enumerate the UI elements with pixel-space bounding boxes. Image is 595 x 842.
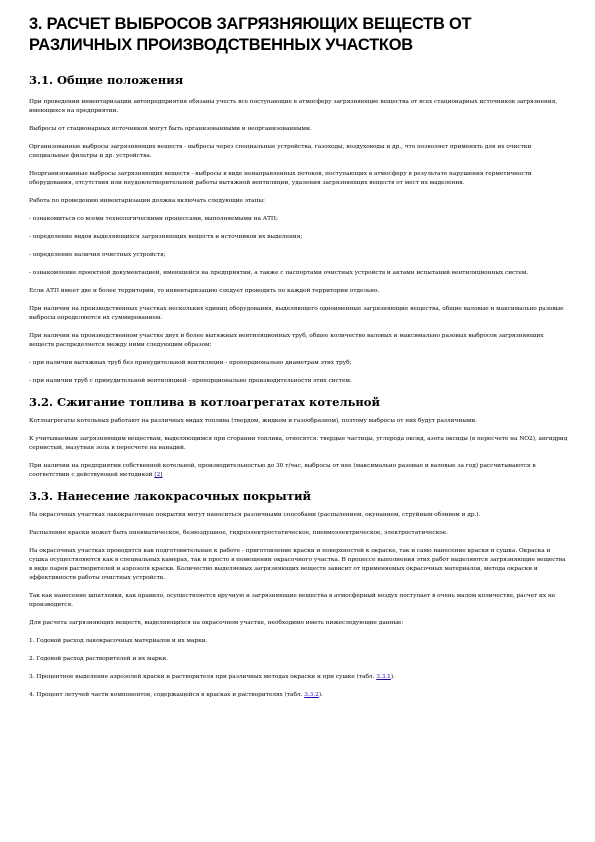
reference-link[interactable]: [2] [154, 472, 163, 478]
paragraph: К учитываемым загрязняющим веществам, выделяющимся при сгорании топлива, относятся: твердые частицы, углерода оксид, азота оксиды (в пересчете на NO2), ангидрид сернистый, мазутная зола в пересчете на ванадий. [29, 436, 568, 451]
list-item-text-end: ). [318, 692, 323, 698]
paragraph: Если АТП имеет две и более территории, то инвентаризацию следует проводить по каждой территории отдельно. [29, 288, 380, 294]
list-item-text: 3. Процентное выделение аэрозолей краски и растворителя при различных методах окраски и при сушке (табл. [29, 674, 377, 680]
paragraph: Организованные выбросы загрязняющих веществ - выбросы через специальные устройства, газоходы, воздуховоды и др., что позволяет применять для их очистки специальные фильтры и др. устройства. [29, 144, 532, 159]
paragraph: Неорганизованные выбросы загрязняющих веществ - выбросы в виде ненаправленных потоков, поступающих в атмосферу в результате нарушения герметичности оборудования, отсутствия или неудовлетворительной работы вытяжной вентиляции, удаления загрязняющих веществ от мест их выделения. [29, 171, 532, 186]
list-item [29, 691, 569, 700]
paragraph: Выбросы от стационарных источников могут быть организованными и неорганизованными. [29, 126, 312, 132]
list-item: - при наличии труб с принудительной вентиляцией - пропорционально производительности этих систем. [29, 378, 352, 384]
list-item-text-end: ). [390, 674, 395, 680]
paragraph: При наличии на производственном участке двух и более вытяжных вентиляционных труб, общее количество валовых и максимально разовых выбросов загрязняющих веществ распределяется между ними следующим образом: [29, 333, 544, 348]
paragraph: Распыление краски может быть пневматическое, безвоздушное, гидроэлектростатическое, пневмоэлектрическое, электростатическое. [29, 530, 448, 536]
list-item: 2. Годовой расход растворителей и их марки. [29, 656, 168, 662]
table-link[interactable]: 3.3.1 [376, 674, 391, 680]
paragraph: На окрасочных участках проводятся как подготовительные к работе - приготовление краски и поверхностей к окраске, так и само нанесение краски и сушка. Окраска и сушка осуществляются как в специальных камерах, так и просто в помещении окрасочного участка. В процессе выполнения этих работ выделяются загрязняющие вещества в виде паров растворителей и аэрозоля краски. Количество выделяемых загрязняющих веществ зависит от применяемых окрасочных материалов, метода окраски и эффективности работы очистных устройств. [29, 548, 566, 581]
list-item: - определение видов выделяющихся загрязняющих веществ и источников их выделения; [29, 234, 303, 240]
list-item: - ознакомление проектной документацией, имеющейся на предприятии, а также с паспортами очистных устройств и актами испытаний вентиляционных систем. [29, 270, 529, 276]
list-item [29, 673, 569, 682]
document-page [29, 14, 569, 700]
list-item-text: 4. Процент летучей части компонентов, содержащейся в красках и растворителях (табл. [29, 692, 305, 698]
paragraph: При проведении инвентаризации автопредприятия обязаны учесть все поступающие в атмосферу загрязняющие вещества от всех стационарных источников загрязнения, имеющихся на предприятии. [29, 99, 558, 114]
paragraph: Работа по проведению инвентаризации должна включать следующие этапы: [29, 198, 265, 204]
paragraph: Котлоагрегаты котельных работают на различных видах топлива (твердом, жидком и газообразном), поэтому выбросы от них будут различными. [29, 418, 477, 424]
list-item: - определение наличия очистных устройств; [29, 252, 166, 258]
paragraph: Так как нанесение шпатлевки, как правило, осуществляется вручную и загрязняющие вещества в атмосферный воздух поступает в очень малом количестве, расчет их не производится. [29, 593, 556, 608]
section-heading-3-1: 3.1. Общие положения [29, 73, 184, 87]
paragraph: Для расчета загрязняющих веществ, выделяющихся на окрасочном участке, необходимо иметь нижеследующие данные: [29, 620, 404, 626]
section-heading-3-3: 3.3. Нанесение лакокрасочных покрытий [29, 489, 312, 503]
paragraph: При наличии на производственных участках нескольких единиц оборудования, выделяющего одноименные загрязняющие вещества, общие валовые и максимально разовые выбросы определяются их суммированием. [29, 306, 564, 321]
list-item: - при наличии вытяжных труб без принудительной вентиляции - пропорционально диаметрам этих труб; [29, 360, 352, 366]
table-link[interactable]: 3.3.2 [304, 692, 319, 698]
section-heading-3-2: 3.2. Сжигание топлива в котлоагрегатах котельной [29, 395, 380, 409]
list-item: - ознакомиться со всеми технологическими процессами, выполняемыми на АТП; [29, 216, 278, 222]
paragraph-text: При наличии на предприятии собственной котельной, производительностью до 30 т/час, выбросы от нее (максимально разовые и валовые за год) рассчитываются в соответствии с действующей методикой [29, 463, 536, 478]
list-item: 1. Годовой расход лакокрасочных материалов и их марки. [29, 638, 208, 644]
paragraph: На окрасочных участках лакокрасочные покрытия могут наноситься различными способами (распылением, окунанием, струйным обливом и др.). [29, 512, 481, 518]
page-title: 3. РАСЧЕТ ВЫБРОСОВ ЗАГРЯЗНЯЮЩИХ ВЕЩЕСТВ ОТ РАЗЛИЧНЫХ ПРОИЗВОДСТВЕННЫХ УЧАСТКОВ [29, 15, 472, 54]
paragraph [29, 462, 569, 480]
